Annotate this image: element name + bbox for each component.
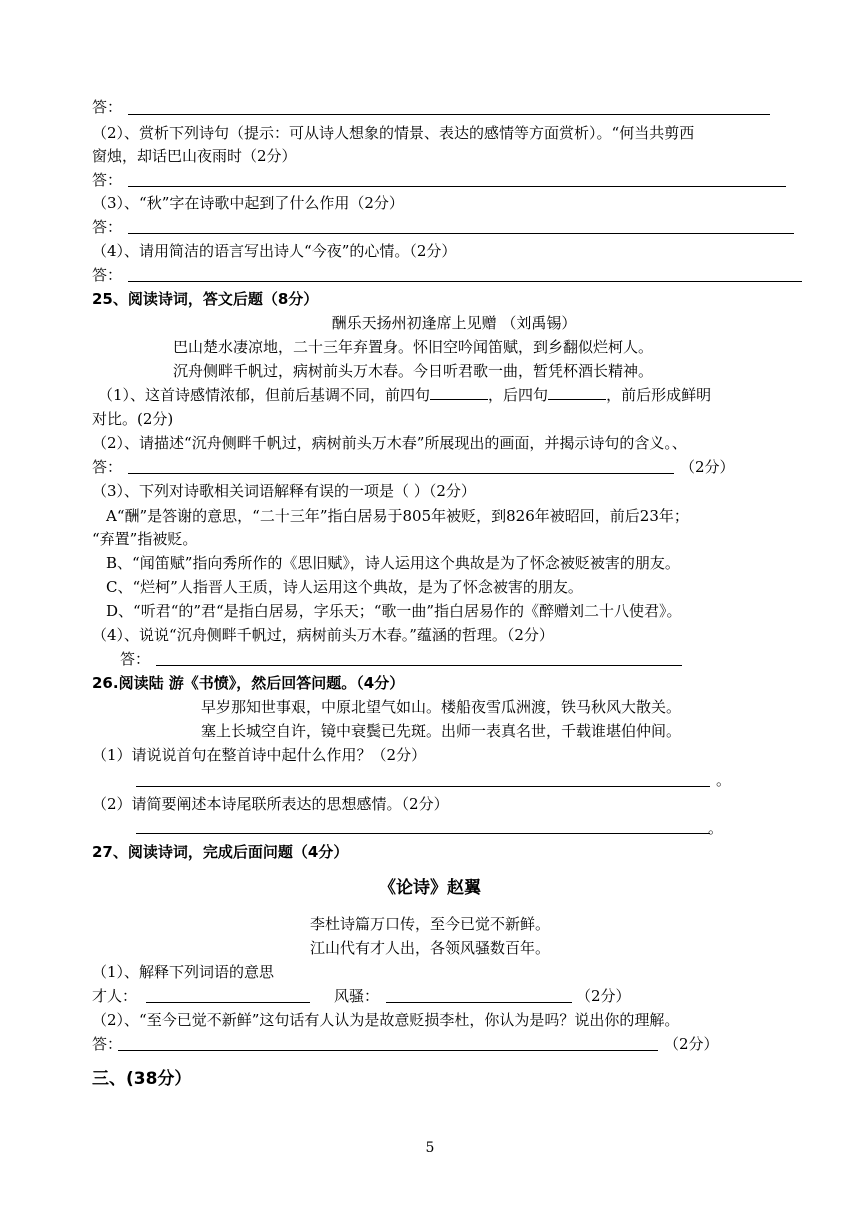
- period-mark: 。: [708, 819, 724, 837]
- answer-line[interactable]: [156, 665, 682, 666]
- option-a: A“酬”是答谢的意思，“二十三年”指白居易于805年被贬，到826年被昭回，前后23年；: [106, 507, 689, 525]
- answer-line[interactable]: [128, 186, 786, 187]
- answer-label: 答：: [120, 650, 151, 668]
- blank-field[interactable]: [146, 1002, 310, 1003]
- answer-label: 答：: [92, 1035, 123, 1053]
- answer-label: 答：: [92, 266, 123, 284]
- poem-title: 酬乐天扬州初逢席上见赠 （刘禹锡）: [331, 314, 577, 332]
- poem-title: 《论诗》赵翼: [379, 878, 481, 898]
- score-label: （2分）: [576, 987, 631, 1005]
- option-c: C、“烂柯”人指晋人王质，诗人运用这个典故，是为了怀念被害的朋友。: [106, 578, 583, 596]
- question-25-3: （3）、下列对诗歌相关词语解释有误的一项是（ ）（2分）: [92, 482, 476, 500]
- question-26-title: 26.阅读陆 游《书愤》，然后回答问题。（4分）: [92, 674, 405, 692]
- period-mark: 。: [716, 771, 732, 789]
- option-a-cont: “弃置”指被贬。: [92, 530, 198, 548]
- answer-line[interactable]: [128, 473, 674, 474]
- term-label: 才人：: [92, 987, 138, 1005]
- answer-label: 答：: [92, 218, 123, 236]
- question-24-4: （4）、请用简洁的语言写出诗人“今夜”的心情。（2分）: [92, 242, 457, 260]
- answer-line[interactable]: [136, 833, 710, 834]
- poem-line: 巴山楚水凄凉地，二十三年弃置身。怀旧空吟闻笛赋，到乡翻似烂柯人。: [173, 338, 654, 356]
- blank-field[interactable]: [548, 385, 606, 400]
- question-25-1: [98, 385, 711, 405]
- question-24-2: （2）、赏析下列诗句（提示：可从诗人想象的情景、表达的感情等方面赏析）。“何当共剪西: [92, 124, 695, 142]
- question-text: ，前后形成鲜明: [606, 386, 712, 404]
- poem-line: 早岁那知世事艰，中原北望气如山。楼船夜雪瓜洲渡，铁马秋风大散关。: [201, 698, 682, 716]
- answer-line[interactable]: [128, 281, 802, 282]
- question-24-3: （3）、“秋”字在诗歌中起到了什么作用（2分）: [92, 194, 404, 212]
- question-25-4: （4）、说说“沉舟侧畔千帆过，病树前头万木春。”蕴涵的哲理。（2分）: [92, 626, 554, 644]
- question-27-1: （1）、解释下列词语的意思: [92, 963, 275, 981]
- section-heading: 三、(38分）: [92, 1069, 192, 1089]
- poem-line: 塞上长城空自许，镜中衰鬓已先斑。出师一表真名世，千载谁堪伯仲间。: [201, 722, 682, 740]
- question-text: （1）、这首诗感情浓郁，但前后基调不同，前四句: [98, 386, 431, 404]
- answer-line[interactable]: [118, 1050, 658, 1051]
- question-27-title: 27、阅读诗词，完成后面问题（4分）: [92, 843, 349, 861]
- poem-line: 沉舟侧畔千帆过，病树前头万木春。今日听君歌一曲，暂凭杯酒长精神。: [173, 362, 654, 380]
- page-number: 5: [425, 1140, 435, 1156]
- question-text: ，后四句: [488, 386, 549, 404]
- question-24-2-cont: 窗烛，却话巴山夜雨时（2分）: [92, 147, 297, 165]
- option-b: B、“闻笛赋”指向秀所作的《思旧赋》，诗人运用这个典故是为了怀念被贬被害的朋友。: [106, 554, 680, 572]
- question-25-1-cont: 对比。(2分): [92, 410, 174, 428]
- option-d: D、“听君“的”君“是指白居易，字乐天；“歌一曲”指白居易作的《醉赠刘二十八使君》。: [106, 602, 682, 620]
- blank-field[interactable]: [386, 1002, 572, 1003]
- question-26-2: （2）请简要阐述本诗尾联所表达的思想感情。（2分）: [92, 795, 449, 813]
- poem-line: 江山代有才人出，各领风骚数百年。: [309, 939, 550, 957]
- question-25-2: （2）、请描述“沉舟侧畔千帆过，病树前头万木春”所展现出的画面，并揭示诗句的含义。、: [92, 434, 687, 452]
- poem-line: 李杜诗篇万口传，至今已觉不新鲜。: [309, 915, 550, 933]
- answer-label: 答：: [92, 98, 123, 116]
- answer-label: 答：: [92, 458, 123, 476]
- term-label: 风骚：: [334, 987, 380, 1005]
- question-27-2: （2）、“至今已觉不新鲜”这句话有人认为是故意贬损李杜，你认为是吗？说出你的理解。: [92, 1011, 680, 1029]
- question-25-title: 25、阅读诗词，答文后题（8分）: [92, 290, 319, 308]
- blank-field[interactable]: [430, 385, 488, 400]
- answer-label: 答：: [92, 171, 123, 189]
- score-label: （2分）: [664, 1035, 719, 1053]
- question-26-1: （1）请说说首句在整首诗中起什么作用？（2分）: [92, 746, 427, 764]
- answer-line[interactable]: [128, 233, 794, 234]
- answer-line[interactable]: [136, 786, 710, 787]
- score-label: （2分）: [680, 458, 735, 476]
- answer-line[interactable]: [128, 114, 770, 115]
